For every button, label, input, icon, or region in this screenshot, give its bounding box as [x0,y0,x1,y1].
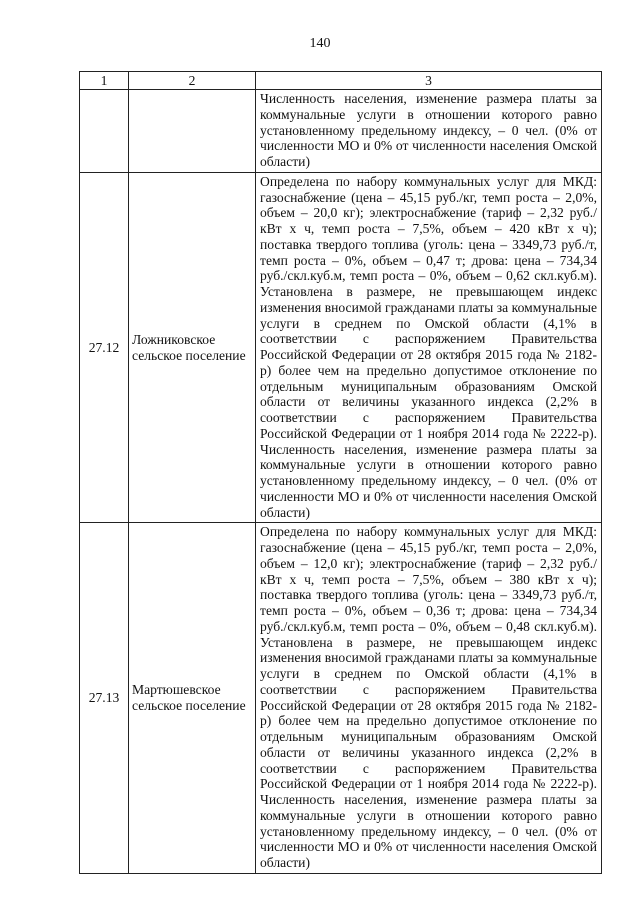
table-row [80,523,602,874]
column-header-1: 1 [80,72,129,90]
continuation-number-cell [80,90,129,173]
row-number: 27.13 [80,523,129,874]
table-header-row [80,72,602,90]
table-row [80,172,602,523]
continuation-row [80,90,602,173]
row-name: Мартюшевское сельское поселение [129,523,256,874]
row-number: 27.12 [80,172,129,523]
continuation-text: Численность населения, изменение размера платы за коммунальные услуги в отношении которого равно установленному предельному индексу, – 0 чел. (0% от численности МО и 0% от численности населения Омской области) [256,90,602,173]
row-text: Определена по набору коммунальных услуг для МКД: газоснабжение (цена – 45,15 руб./кг, темп роста – 2,0%, объем – 12,0 кг); электроснабжение (тариф – 2,32 руб./кВт х ч, темп роста – 7,5%, объем – 380 кВт х ч); поставка твердого топлива (уголь: цена – 3349,73 руб./т, темп роста – 0%, объем – 0,36 т; дрова: цена – 734,34 руб./скл.куб.м, темп роста – 0%, объем – 0,48 скл.куб.м). Установлена в размере, не превышающем индекс изменения вносимой гражданами платы за коммунальные услуги в среднем по Омской области (4,1% в соответствии с распоряжением Правительства Российской Федерации от 28 октября 2015 года № 2182-р) более чем на предельно допустимое отклонение по отдельным муниципальным образованиям Омской области от величины указанного индекса (2,2% в соответствии с распоряжением Правительства Российской Федерации от 1 ноября 2014 года № 2222-р). Численность населения, изменение размера платы за коммунальные услуги в отношении которого равно установленному предельному индексу, – 0 чел. (0% от численности МО и 0% от численности населения Омской области) [256,523,602,874]
page-number: 140 [309,36,331,51]
row-name: Ложниковское сельское поселение [129,172,256,523]
column-header-2: 2 [129,72,256,90]
column-header-3: 3 [256,72,602,90]
data-table [79,71,602,874]
row-text: Определена по набору коммунальных услуг для МКД: газоснабжение (цена – 45,15 руб./кг, темп роста – 2,0%, объем – 20,0 кг); электроснабжение (тариф – 2,32 руб./кВт х ч, темп роста – 7,5%, объем – 420 кВт х ч); поставка твердого топлива (уголь: цена – 3349,73 руб./т, темп роста – 0%, объем – 0,47 т; дрова: цена – 734,34 руб./скл.куб.м, темп роста – 0%, объем – 0,62 скл.куб.м). Установлена в размере, не превышающем индекс изменения вносимой гражданами платы за коммунальные услуги в среднем по Омской области (4,1% в соответствии с распоряжением Правительства Российской Федерации от 28 октября 2015 года № 2182-р) более чем на предельно допустимое отклонение по отдельным муниципальным образованиям Омской области от величины указанного индекса (2,2% в соответствии с распоряжением Правительства Российской Федерации от 1 ноября 2014 года № 2222-р). Численность населения, изменение размера платы за коммунальные услуги в отношении которого равно установленному предельному индексу, – 0 чел. (0% от численности МО и 0% от численности населения Омской области) [256,172,602,523]
continuation-name-cell [129,90,256,173]
